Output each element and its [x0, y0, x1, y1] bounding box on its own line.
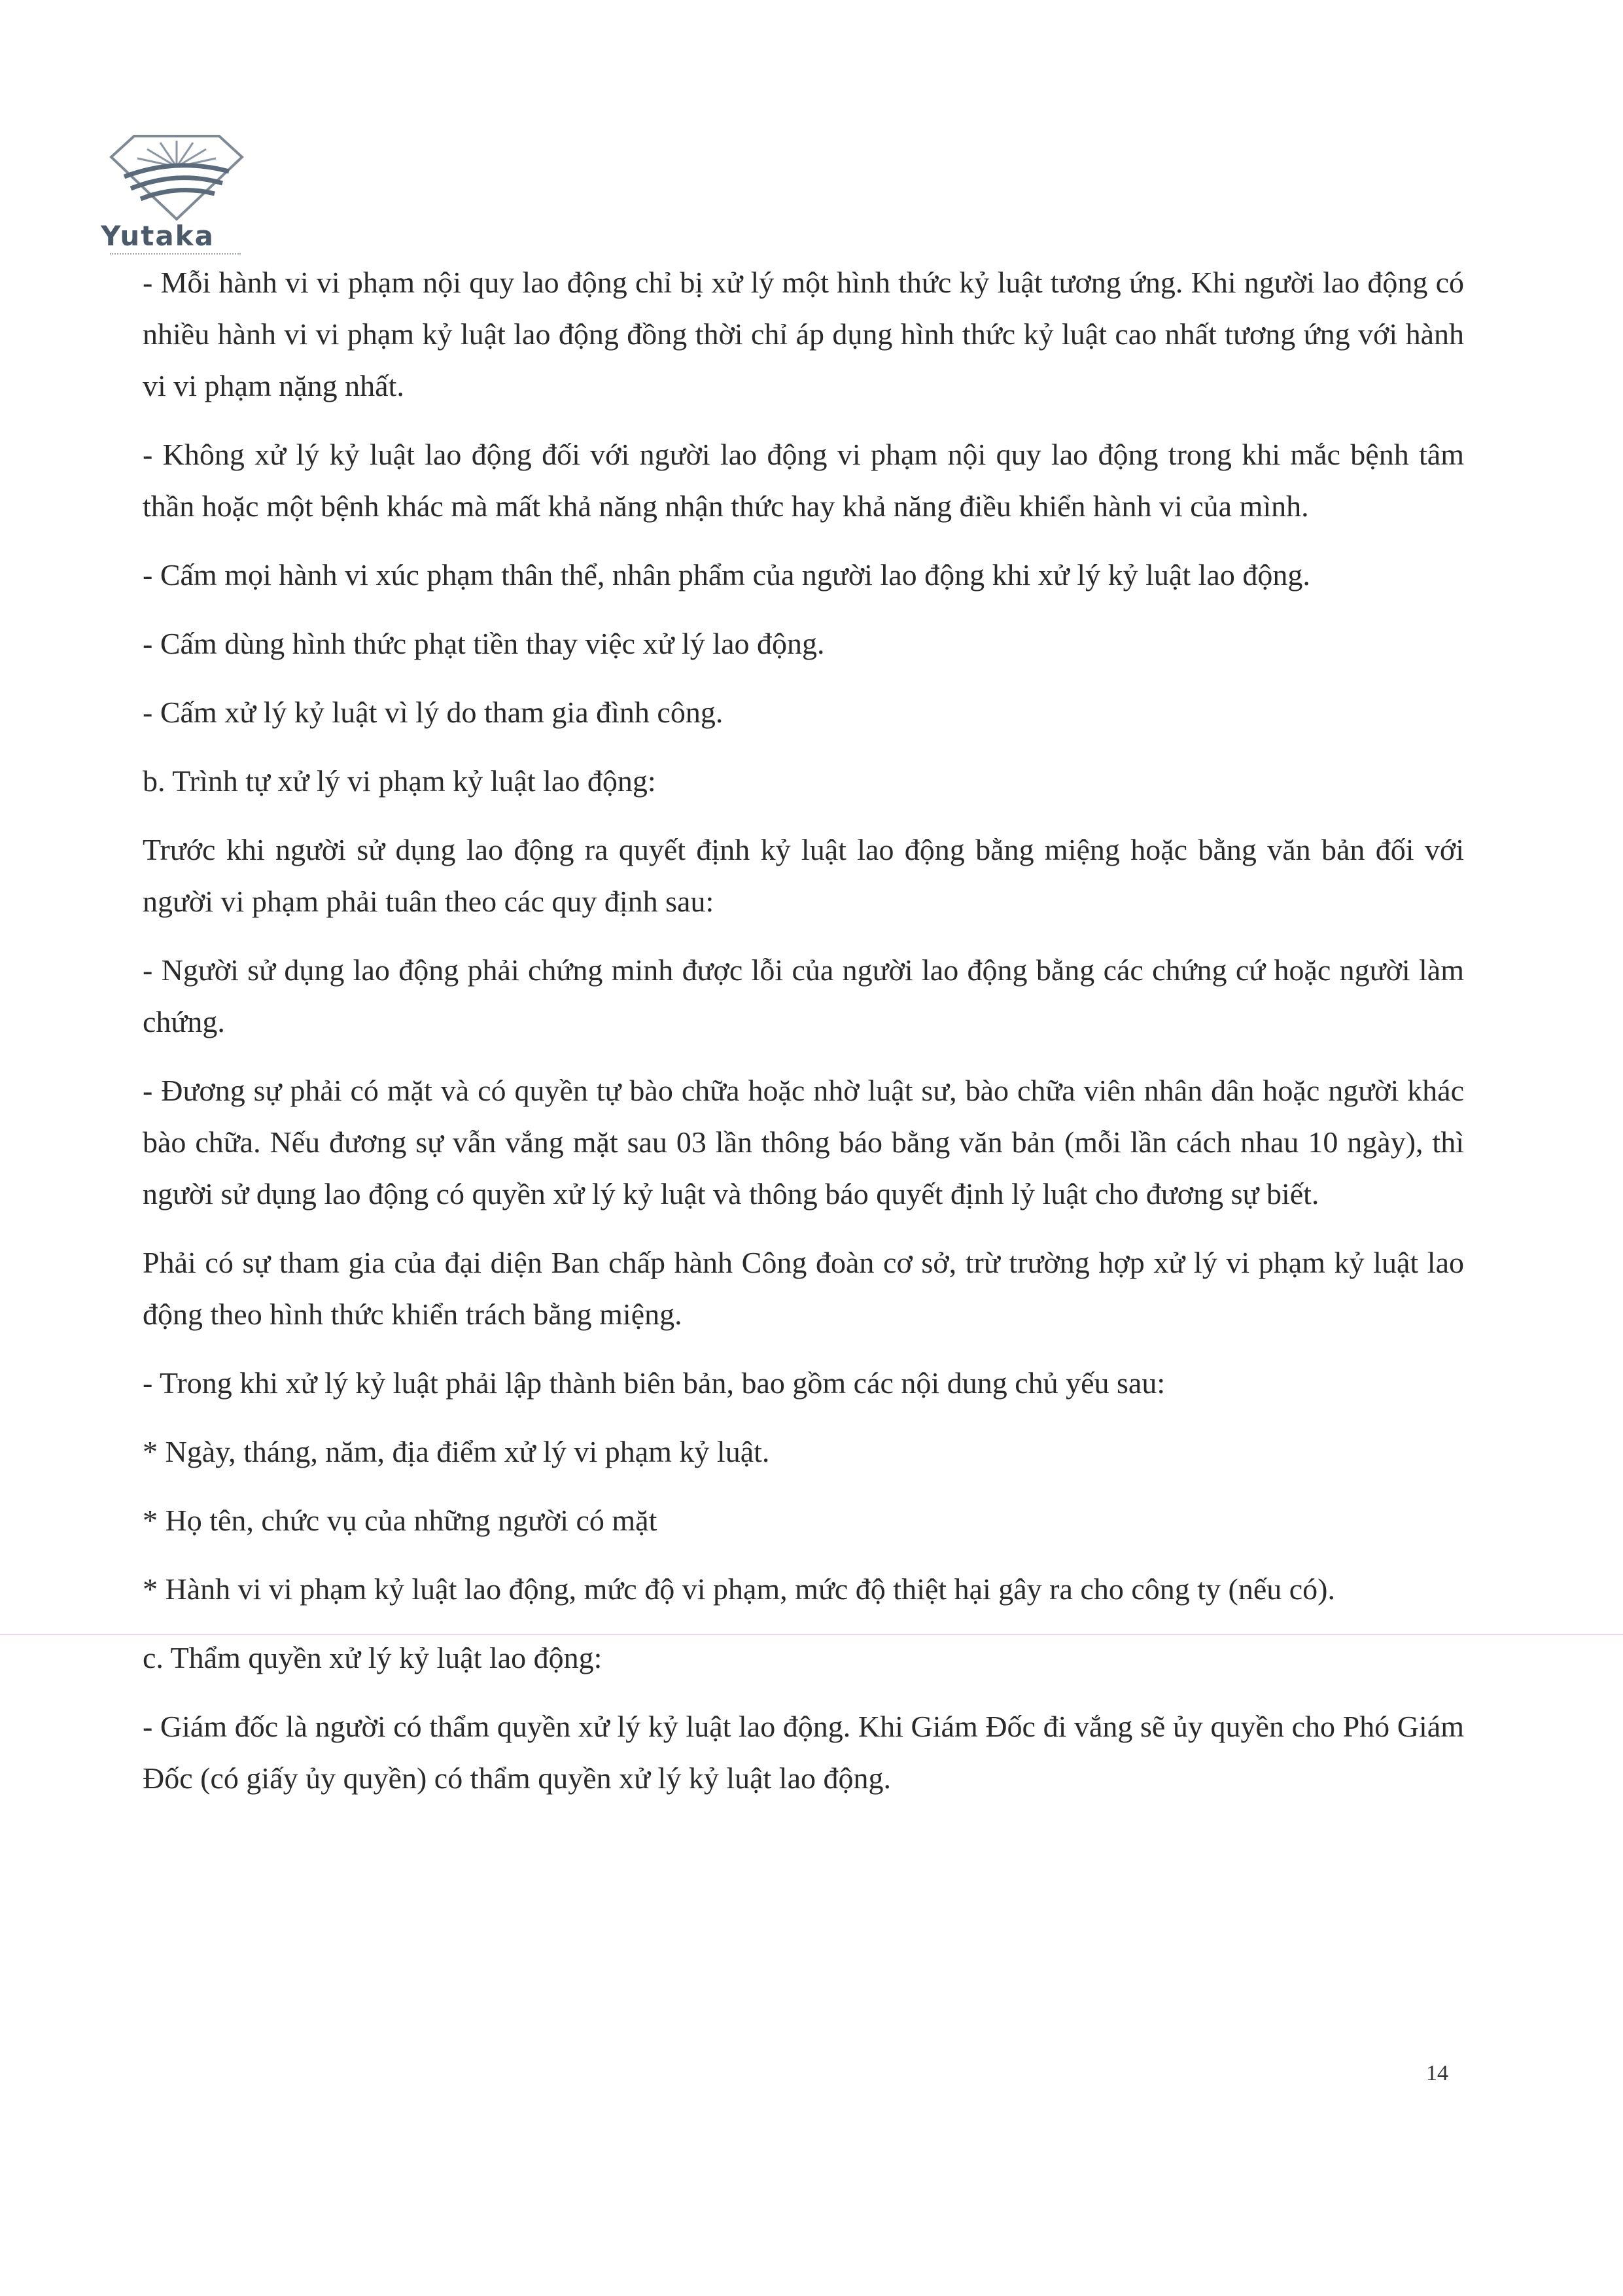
- scan-artifact-line: [0, 1634, 1623, 1635]
- paragraph: Trước khi người sử dụng lao động ra quyết định kỷ luật lao động bằng miệng hoặc bằng văn bản đối với người vi phạm phải tuân theo các quy định sau:: [143, 833, 1464, 918]
- list-item: * Ngày, tháng, năm, địa điểm xử lý vi phạm kỷ luật.: [143, 1435, 770, 1468]
- document-body: [143, 256, 1464, 1821]
- section-heading: b. Trình tự xử lý vi phạm kỷ luật lao động:: [143, 764, 656, 798]
- paragraph: - Giám đốc là người có thẩm quyền xử lý kỷ luật lao động. Khi Giám Đốc đi vắng sẽ ủy quyền cho Phó Giám Đốc (có giấy ủy quyền) có thẩm quyền xử lý kỷ luật lao động.: [143, 1710, 1464, 1795]
- paragraph: - Không xử lý kỷ luật lao động đối với người lao động vi phạm nội quy lao động trong khi mắc bệnh tâm thần hoặc một bệnh khác mà mất khả năng nhận thức hay khả năng điều khiển hành vi của mình.: [143, 438, 1464, 523]
- paragraph: - Đương sự phải có mặt và có quyền tự bào chữa hoặc nhờ luật sư, bào chữa viên nhân dân hoặc người khác bào chữa. Nếu đương sự vẫn vắng mặt sau 03 lần thông báo bằng văn bản (mỗi lần cách nhau 10 ngày), thì người sử dụng lao động có quyền xử lý kỷ luật và thông báo quyết định lỷ luật cho đương sự biết.: [143, 1074, 1464, 1210]
- page-number: 14: [1426, 2061, 1448, 2085]
- paragraph: - Cấm mọi hành vi xúc phạm thân thể, nhân phẩm của người lao động khi xử lý kỷ luật lao động.: [143, 558, 1310, 592]
- paragraph: Phải có sự tham gia của đại diện Ban chấp hành Công đoàn cơ sở, trừ trường hợp xử lý vi phạm kỷ luật lao động theo hình thức khiển trách bằng miệng.: [143, 1246, 1464, 1331]
- paragraph: - Trong khi xử lý kỷ luật phải lập thành biên bản, bao gồm các nội dung chủ yếu sau:: [143, 1366, 1166, 1400]
- diamond-sunrise-logo-icon: [98, 131, 255, 222]
- paragraph: - Cấm dùng hình thức phạt tiền thay việc xử lý lao động.: [143, 627, 825, 660]
- logo-wordmark: Yutaka: [101, 220, 215, 252]
- company-logo: [98, 131, 255, 258]
- list-item: * Hành vi vi phạm kỷ luật lao động, mức độ vi phạm, mức độ thiệt hại gây ra cho công ty (nếu có).: [143, 1572, 1335, 1606]
- paragraph: - Người sử dụng lao động phải chứng minh được lỗi của người lao động bằng các chứng cứ hoặc người làm chứng.: [143, 953, 1464, 1038]
- list-item: * Họ tên, chức vụ của những người có mặt: [143, 1504, 657, 1537]
- paragraph: - Cấm xử lý kỷ luật vì lý do tham gia đình công.: [143, 696, 724, 729]
- section-heading: c. Thẩm quyền xử lý kỷ luật lao động:: [143, 1641, 602, 1674]
- paragraph: - Mỗi hành vi vi phạm nội quy lao động chỉ bị xử lý một hình thức kỷ luật tương ứng. Khi người lao động có nhiều hành vi vi phạm kỷ luật lao động đồng thời chỉ áp dụng hình thức kỷ luật cao nhất tương ứng với hành vi vi phạm nặng nhất.: [143, 266, 1464, 402]
